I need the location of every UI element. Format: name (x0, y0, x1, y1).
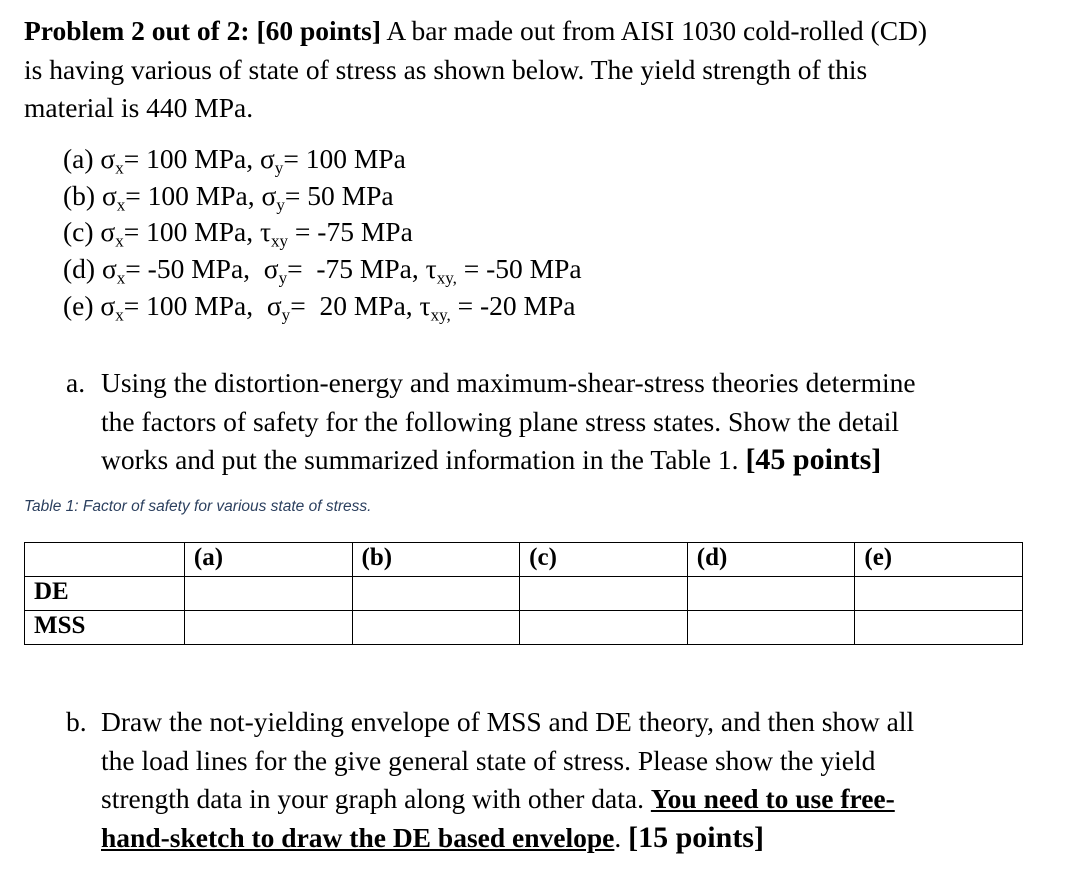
table-header-cell: (e) (855, 543, 1023, 577)
row-label-de: DE (25, 577, 185, 611)
statement-line-2: is having various of state of stress as shown below. The yield strength of this (24, 53, 868, 85)
table-cell (184, 577, 352, 611)
problem-statement (24, 12, 1054, 128)
table-cell (520, 577, 688, 611)
stress-case (63, 251, 582, 288)
table-header-cell: (b) (352, 543, 520, 577)
table-cell (520, 611, 688, 645)
stress-case-label: (a) (63, 143, 101, 174)
table-cell (855, 611, 1023, 645)
part-b-points: [15 points] (628, 820, 764, 854)
stress-case (63, 214, 582, 251)
stress-case-label: (e) (63, 289, 101, 321)
table-cell (687, 611, 855, 645)
row-label-mss: MSS (25, 611, 185, 645)
problem-heading: Problem 2 out of 2: [60 points] (24, 15, 381, 46)
part-a-text (101, 364, 1026, 480)
part-b (66, 703, 1046, 857)
part-b-underlined-instruction-cont (101, 822, 614, 853)
part-b-underlined-tail: hand-sketch to draw the DE based envelope (101, 821, 615, 853)
stress-case (63, 141, 582, 178)
table-cell (184, 611, 352, 645)
stress-case-values: $\sigma_x= 100$ MPa, $\sigma_y= 20$ MPa, $\tau_{xy,} = -20$ MPa (100, 289, 576, 325)
table-header-row (25, 543, 1023, 577)
statement-line-1: A bar made out from AISI 1030 cold-rolled (CD) (386, 15, 928, 46)
table-row (25, 611, 1023, 645)
table-cell (352, 577, 520, 611)
stress-case-values: $\sigma_x= 100$ MPa, $\sigma_y= 100$ MPa (100, 143, 406, 178)
stress-case (63, 288, 582, 325)
part-b-text (101, 703, 1046, 857)
stress-case-values: $\sigma_x= 100$ MPa, $\sigma_y= 50$ MPa (101, 179, 394, 215)
stress-case-values: $\sigma_x= -50$ MPa, $\sigma_y= -75$ MPa, $\tau_{xy,} = -50$ MPa (101, 253, 582, 288)
factor-of-safety-table (24, 542, 1023, 645)
part-b-line-3: strength data in your graph along with other data. (101, 783, 644, 814)
table-row (25, 577, 1023, 611)
table-cell (687, 577, 855, 611)
part-b-underlined-instruction (651, 783, 895, 814)
table-cell (352, 611, 520, 645)
part-b-line-1: Draw the not-yielding envelope of MSS and DE theory, and then show all (101, 706, 915, 737)
table-cell (855, 577, 1023, 611)
table-header-cell: (a) (184, 543, 352, 577)
stress-case-label: (d) (63, 253, 102, 285)
table-caption: Table 1: Factor of safety for various state of stress. (24, 498, 372, 515)
part-a-points: [45 points] (745, 443, 882, 476)
part-a-line-3: works and put the summarized information in the Table 1. (101, 444, 739, 475)
part-b-line-2: the load lines for the give general state of stress. Please show the yield (101, 744, 876, 776)
stress-cases-list (63, 141, 582, 325)
part-a-line-2: the factors of safety for the following plane stress states. Show the detail (101, 405, 900, 437)
table-header-cell (25, 543, 185, 577)
part-a-label: a. (66, 367, 86, 398)
part-b-label: b. (66, 706, 87, 737)
part-b-underlined-head: You need to use free- (650, 783, 895, 814)
stress-case-label: (c) (63, 216, 101, 248)
table-header-cell: (d) (687, 543, 855, 577)
stress-case-values: $\sigma_x= 100$ MPa, $\tau_{xy} = -75$ MPa (100, 216, 413, 251)
part-a-line-1: Using the distortion-energy and maximum-shear-stress theories determine (101, 367, 916, 398)
stress-case-label: (b) (63, 179, 102, 211)
part-a (66, 364, 1026, 480)
stress-case (63, 178, 582, 215)
part-b-period: . (614, 821, 622, 853)
table-header-cell: (c) (520, 543, 688, 577)
statement-line-3: material is 440 MPa. (24, 92, 254, 123)
